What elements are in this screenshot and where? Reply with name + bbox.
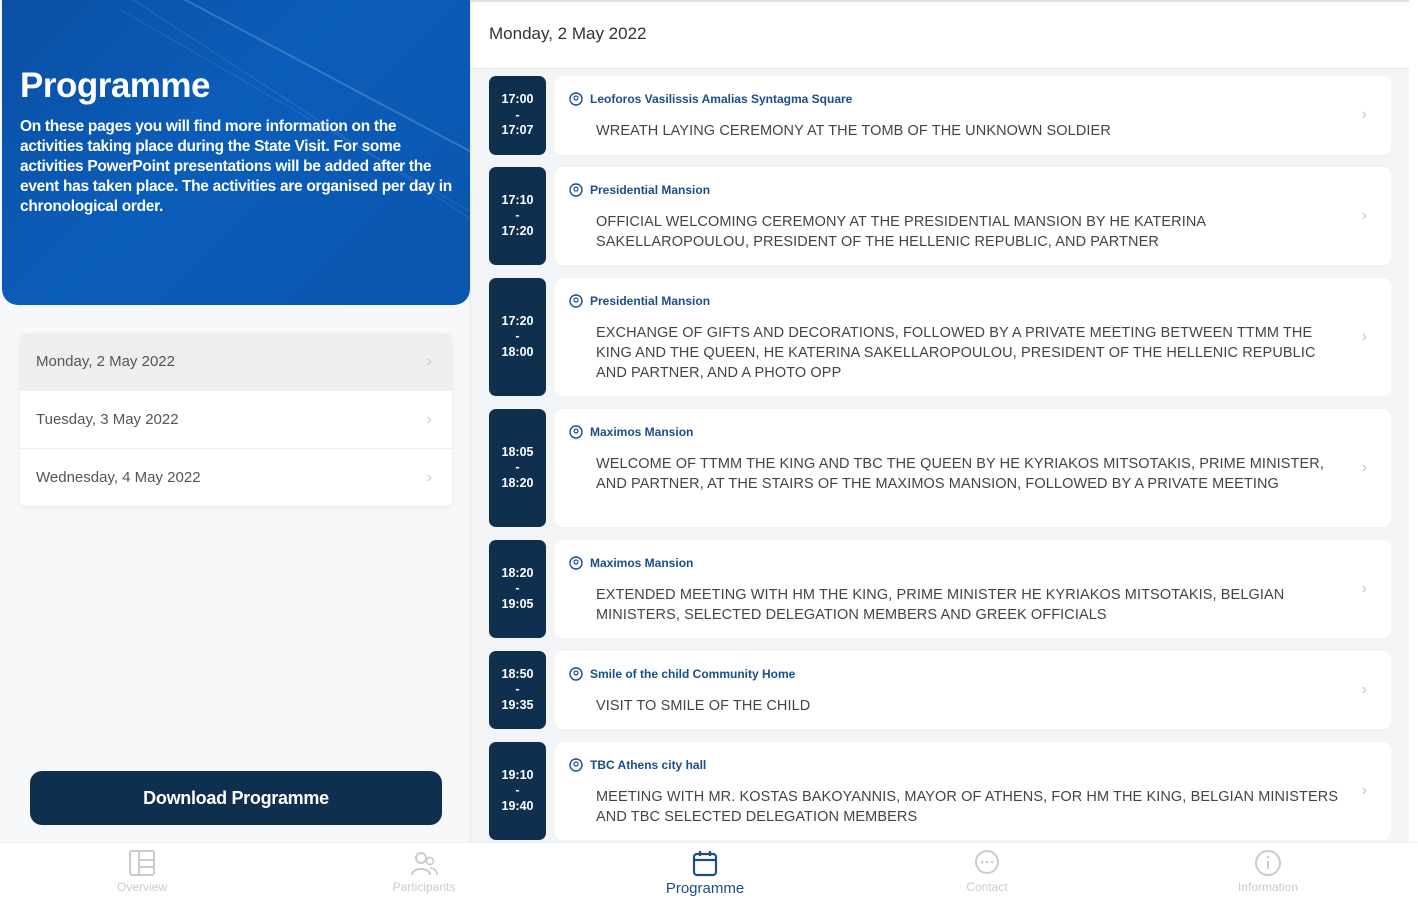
- event-time: [489, 167, 546, 265]
- event-time-separator: -: [515, 460, 520, 475]
- calendar-icon: [691, 849, 719, 877]
- location-pin-icon: [569, 556, 583, 570]
- event-title: MEETING WITH MR. KOSTAS BAKOYANNIS, MAYOR OF ATHENS, FOR HM THE KING, BELGIAN MINISTERS AND TBC SELECTED DELEGATION MEMBERS: [596, 789, 1339, 825]
- event-end-time: 18:20: [501, 475, 534, 490]
- bottom-nav: [0, 842, 1418, 901]
- event-item[interactable]: [489, 651, 1391, 729]
- event-time: [489, 409, 546, 527]
- event-card[interactable]: [555, 742, 1391, 840]
- chevron-right-icon: ›: [426, 353, 432, 370]
- scrollbar[interactable]: [1409, 0, 1418, 842]
- event-end-time: 18:00: [501, 344, 534, 359]
- info-icon: [1254, 849, 1282, 877]
- event-time-separator: -: [515, 783, 520, 798]
- programme-hero: [2, 0, 470, 305]
- schedule-header: [471, 0, 1409, 69]
- event-end-time: 17:20: [501, 223, 534, 238]
- nav-item-label: Overview: [116, 880, 167, 894]
- page-description: On these pages you will find more information on the activities taking place during the State Visit. For some activities PowerPoint presentations will be added after the event has taken place. The activities are organised per day in chronological order.: [20, 118, 452, 215]
- event-end-time: 19:35: [501, 697, 534, 712]
- event-card[interactable]: [555, 76, 1391, 155]
- event-location: [569, 92, 852, 106]
- event-location: [569, 758, 706, 772]
- schedule-panel: [471, 0, 1418, 842]
- event-location-label: Maximos Mansion: [590, 425, 694, 439]
- location-pin-icon: [569, 758, 583, 772]
- event-time: [489, 651, 546, 729]
- event-title: VISIT TO SMILE OF THE CHILD: [596, 698, 811, 714]
- event-time-separator: -: [515, 581, 520, 596]
- event-end-time: 19:40: [501, 798, 534, 813]
- event-card[interactable]: [555, 167, 1391, 265]
- nav-item-contact[interactable]: [927, 849, 1047, 894]
- day-item-label: Monday, 2 May 2022: [36, 353, 175, 370]
- event-card[interactable]: [555, 651, 1391, 729]
- event-time-separator: -: [515, 107, 520, 122]
- day-list: [20, 333, 452, 506]
- event-card[interactable]: [555, 409, 1391, 527]
- event-start-time: 18:20: [501, 565, 534, 580]
- event-start-time: 18:05: [501, 444, 534, 459]
- event-start-time: 17:00: [501, 92, 534, 107]
- event-item[interactable]: [489, 278, 1391, 396]
- event-start-time: 18:50: [501, 666, 534, 681]
- chevron-right-icon: ›: [1361, 681, 1367, 698]
- event-item[interactable]: [489, 409, 1391, 527]
- nav-item-information[interactable]: [1208, 849, 1328, 894]
- chevron-right-icon: ›: [426, 411, 432, 428]
- chat-icon: [973, 849, 1001, 877]
- chevron-right-icon: ›: [1361, 106, 1367, 123]
- event-time-separator: -: [515, 329, 520, 344]
- day-item-wednesday[interactable]: [20, 449, 452, 506]
- event-title: EXTENDED MEETING WITH HM THE KING, PRIME MINISTER HE KYRIAKOS MITSOTAKIS, BELGIAN MINISTERS, SELECTED DELEGATION MEMBERS AND GREEK OFFICIALS: [596, 587, 1285, 623]
- event-location-label: Presidential Mansion: [590, 183, 711, 197]
- day-item-label: Tuesday, 3 May 2022: [36, 411, 179, 428]
- event-start-time: 17:10: [501, 192, 534, 207]
- chevron-right-icon: ›: [1361, 459, 1367, 476]
- event-title: OFFICIAL WELCOMING CEREMONY AT THE PRESIDENTIAL MANSION BY HE KATERINA SAKELLAROPOULOU, PRESIDENT OF THE HELLENIC REPUBLIC, AND PARTNER: [596, 214, 1206, 250]
- chevron-right-icon: ›: [1361, 328, 1367, 345]
- nav-item-participants[interactable]: [364, 849, 484, 894]
- event-time: [489, 540, 546, 638]
- day-item-tuesday[interactable]: [20, 391, 452, 449]
- chevron-right-icon: ›: [1361, 207, 1367, 224]
- event-card[interactable]: [555, 540, 1391, 638]
- layout-icon: [128, 849, 156, 877]
- event-start-time: 17:20: [501, 313, 534, 328]
- event-location: [569, 425, 693, 439]
- people-icon: [410, 849, 438, 877]
- download-programme-button[interactable]: Download Programme: [30, 771, 442, 825]
- nav-item-label: Contact: [966, 880, 1008, 894]
- event-location: [569, 183, 710, 197]
- event-location: [569, 667, 795, 681]
- event-location-label: Presidential Mansion: [590, 294, 711, 308]
- location-pin-icon: [569, 667, 583, 681]
- event-location-label: Leoforos Vasilissis Amalias Syntagma Square: [590, 92, 853, 106]
- event-end-time: 17:07: [501, 123, 534, 138]
- location-pin-icon: [569, 92, 583, 106]
- nav-item-label: Information: [1237, 880, 1299, 894]
- event-item[interactable]: [489, 742, 1391, 840]
- page-title: Programme: [20, 66, 211, 105]
- nav-item-overview[interactable]: [82, 849, 202, 894]
- chevron-right-icon: ›: [1361, 782, 1367, 799]
- event-time: [489, 76, 546, 155]
- day-item-monday[interactable]: [20, 333, 452, 391]
- event-title: WELCOME OF TTMM THE KING AND TBC THE QUEEN BY HE KYRIAKOS MITSOTAKIS, PRIME MINISTER, AND PARTNER, AT THE STAIRS OF THE MAXIMOS MANSION, FOLLOWED BY A PRIVATE MEETING: [596, 456, 1324, 492]
- selected-day-title: Monday, 2 May 2022: [489, 24, 647, 43]
- event-location-label: TBC Athens city hall: [590, 758, 707, 772]
- event-start-time: 19:10: [501, 767, 534, 782]
- event-time: [489, 742, 546, 840]
- nav-item-label: Participants: [392, 880, 456, 894]
- event-item[interactable]: [489, 167, 1391, 265]
- chevron-right-icon: ›: [426, 469, 432, 486]
- event-location: [569, 556, 693, 570]
- event-item[interactable]: [489, 76, 1391, 155]
- location-pin-icon: [569, 183, 583, 197]
- nav-item-label: Programme: [665, 880, 745, 897]
- event-end-time: 19:05: [501, 596, 534, 611]
- location-pin-icon: [569, 425, 583, 439]
- event-time-separator: -: [515, 208, 520, 223]
- day-item-label: Wednesday, 4 May 2022: [36, 469, 201, 486]
- event-item[interactable]: [489, 540, 1391, 638]
- nav-item-programme[interactable]: [645, 849, 765, 897]
- event-title: WREATH LAYING CEREMONY AT THE TOMB OF THE UNKNOWN SOLDIER: [596, 123, 1111, 139]
- event-time: [489, 278, 546, 396]
- event-card[interactable]: [555, 278, 1391, 396]
- event-time-separator: -: [515, 682, 520, 697]
- event-location-label: Smile of the child Community Home: [590, 667, 796, 681]
- chevron-right-icon: ›: [1361, 580, 1367, 597]
- event-title: EXCHANGE OF GIFTS AND DECORATIONS, FOLLOWED BY A PRIVATE MEETING BETWEEN TTMM THE KING AND THE QUEEN, HE KATERINA SAKELLAROPOULOU, PRESIDENT OF THE HELLENIC REPUBLIC AND PARTNER, AND A PHOTO OPP: [596, 325, 1316, 381]
- left-panel: [0, 0, 471, 842]
- location-pin-icon: [569, 294, 583, 308]
- event-location-label: Maximos Mansion: [590, 556, 694, 570]
- event-location: [569, 294, 710, 308]
